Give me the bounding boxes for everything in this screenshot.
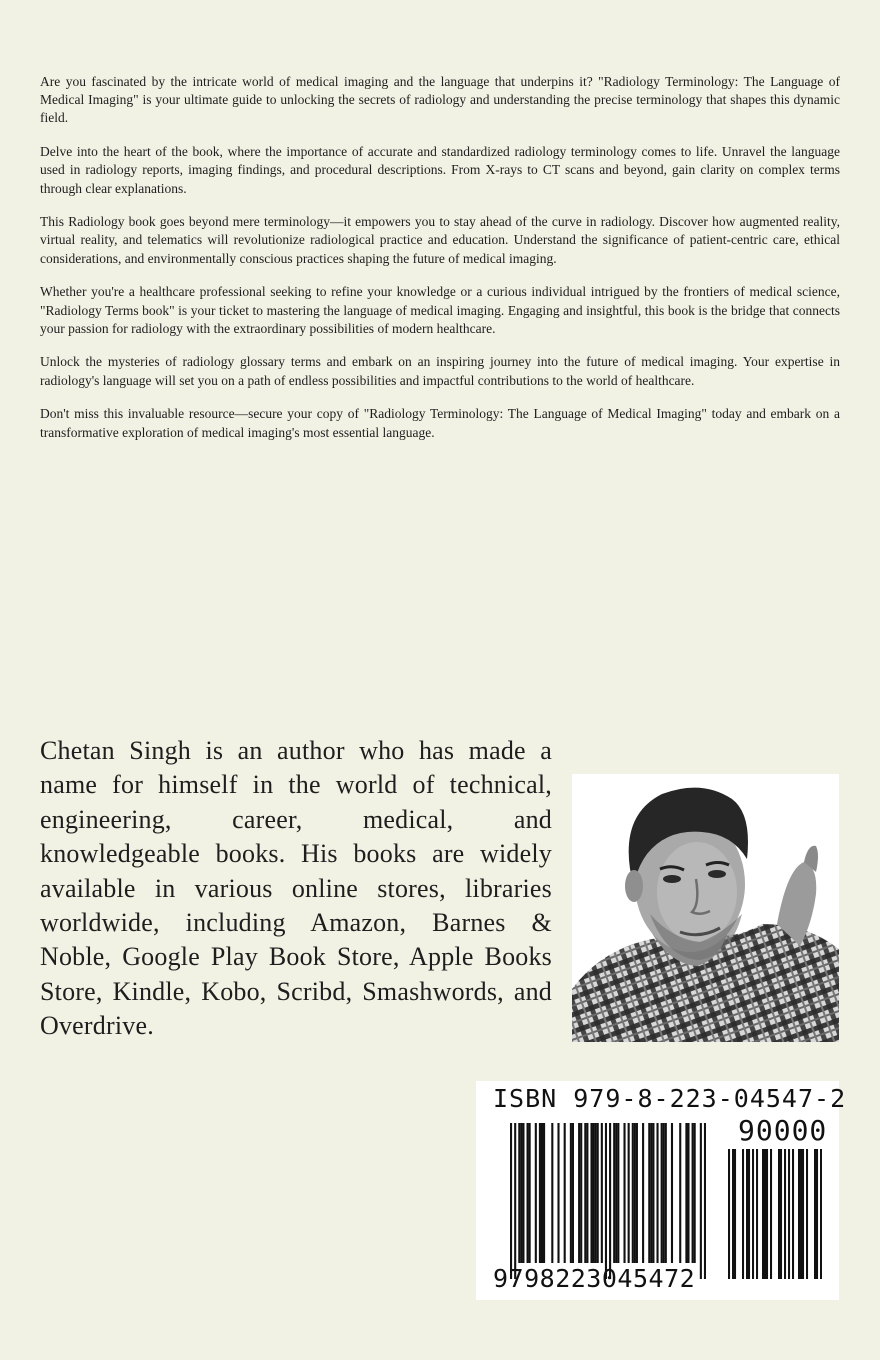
barcode-addon-bar [764,1149,766,1279]
barcode-addon-bar [732,1149,734,1279]
barcode-addon-bar [802,1149,804,1279]
barcode-bar [650,1123,652,1263]
barcode-bar [514,1123,516,1279]
blurb-paragraph: This Radiology book goes beyond mere terminology—it empowers you to stay ahead of the curve in radiology. Discover how augmented reality, virtual reality, and telematics will revolutionize radiological practice and education. Understand the significance of patient-centric care, ethical considerations, and environmentally conscious practices shaping the future of medical imaging. [40,214,840,266]
barcode-bar [595,1123,597,1263]
barcode-bar [564,1123,566,1263]
barcode-bar [687,1123,689,1263]
author-bio: Chetan Singh is an author who has made a name for himself in the world of technical, engineering, career, medical, and knowledgeable books. His books are widely available in various online stores, libraries worldwide, including Amazon, Barnes & Noble, Google Play Book Store, Apple Books Store, Kindle, Kobo, Scribd, Smashwords, and Overdrive. [40,736,552,1041]
barcode-addon-bar [798,1149,800,1279]
barcode-addon-bar [734,1149,736,1279]
barcode-bar [694,1123,696,1263]
barcode-addon-bar [752,1149,754,1279]
barcode-addon-bars-icon [728,1149,822,1279]
barcode-bar [628,1123,630,1263]
barcode-bar [527,1123,529,1263]
isbn-label: ISBN 979-8-223-04547-2 [493,1084,847,1113]
barcode-bar [551,1123,553,1263]
author-photo [572,774,839,1042]
barcode-bar [636,1123,638,1263]
barcode-addon-bar [820,1149,822,1279]
barcode-bar [518,1123,520,1263]
author-portrait-icon [572,774,839,1042]
barcode-bar [692,1123,694,1263]
barcode-bar [539,1123,541,1263]
barcode-bar [510,1123,512,1279]
barcode-bar [584,1123,586,1263]
barcode-bar [617,1123,619,1263]
blurb-paragraph: Whether you're a healthcare professional seeking to refine your knowledge or a curious individual intrigued by the frontiers of medical science, "Radiology Terms book" is your ticket to mastering the language of medical imaging. Engaging and insightful, this book is the bridge that connects your passion for radiology with the extraordinary possibilities of modern healthcare. [40,284,840,336]
barcode-bar [642,1123,644,1263]
barcode-bar [700,1123,702,1279]
barcode-bar [522,1123,524,1263]
barcode-addon-bar [788,1149,790,1279]
barcode-bar [652,1123,654,1263]
barcode-bar [615,1123,617,1263]
barcode-bar [601,1123,603,1263]
barcode-bar [570,1123,572,1263]
barcode-addon-bar [766,1149,768,1279]
barcode-bar [661,1123,663,1263]
barcode-bar [605,1123,607,1279]
barcode-bar [580,1123,582,1263]
barcode-bar [578,1123,580,1263]
barcode-bar [704,1123,706,1279]
barcode-addon-digits: 90000 [738,1114,828,1147]
barcode-addon-bar [816,1149,818,1279]
blurb-paragraph: Don't miss this invaluable resource—secure your copy of "Radiology Terminology: The Language of Medical Imaging" today and embark on a transformative exploration of medical imaging's most essential language. [40,406,840,440]
barcode-bars-icon [510,1123,706,1279]
barcode-addon-bar [746,1149,748,1279]
barcode-bar [586,1123,588,1263]
barcode-bar [597,1123,599,1263]
barcode-addon-bar [780,1149,782,1279]
barcode-bar [535,1123,537,1263]
barcode-addon-bar [806,1149,808,1279]
barcode-bar [541,1123,543,1263]
blurb-paragraph: Unlock the mysteries of radiology glossary terms and embark on an inspiring journey into the future of medical imaging. Your expertise in radiology's language will set you on a path of endless possibilities and impactful contributions to the world of healthcare. [40,354,840,388]
barcode-bar [609,1123,611,1279]
barcode-bar [557,1123,559,1263]
barcode-bar [520,1123,522,1263]
barcode-bar [623,1123,625,1263]
barcode-bar [679,1123,681,1263]
barcode-bar [590,1123,592,1263]
back-cover-blurb [40,73,840,457]
barcode-addon-bar [814,1149,816,1279]
barcode-bar [685,1123,687,1263]
barcode-bar [593,1123,595,1263]
barcode-bar [529,1123,531,1263]
barcode-addon-bar [784,1149,786,1279]
barcode-bar [648,1123,650,1263]
blurb-paragraph: Delve into the heart of the book, where the importance of accurate and standardized radiology terminology comes to life. Unravel the language used in radiology reports, imaging findings, and procedural descriptions. From X-rays to CT scans and beyond, gain clarity on complex terms through clear explanations. [40,144,840,196]
barcode-digits: 9798223045472 [493,1264,696,1293]
barcode-addon-bar [762,1149,764,1279]
barcode-addon-bar [778,1149,780,1279]
barcode-addon-bar [748,1149,750,1279]
barcode-bar [572,1123,574,1263]
barcode-addon-bar [756,1149,758,1279]
barcode-addon-bar [792,1149,794,1279]
barcode-bar [543,1123,545,1263]
barcode-bar [634,1123,636,1263]
barcode-bar [656,1123,658,1263]
barcode-addon-bar [770,1149,772,1279]
barcode-bar [671,1123,673,1263]
barcode-bar [665,1123,667,1263]
barcode-addon-bar [800,1149,802,1279]
blurb-paragraph: Are you fascinated by the intricate world of medical imaging and the language that underpins it? "Radiology Terminology: The Language of Medical Imaging" is your ultimate guide to unlocking the secrets of radiology and understanding the precise terminology that shapes this dynamic field. [40,74,840,126]
barcode-bar [663,1123,665,1263]
barcode-addon-bar [728,1149,730,1279]
barcode-bar [613,1123,615,1263]
barcode-bar [632,1123,634,1263]
isbn-barcode [476,1081,847,1300]
barcode-addon-bar [742,1149,744,1279]
